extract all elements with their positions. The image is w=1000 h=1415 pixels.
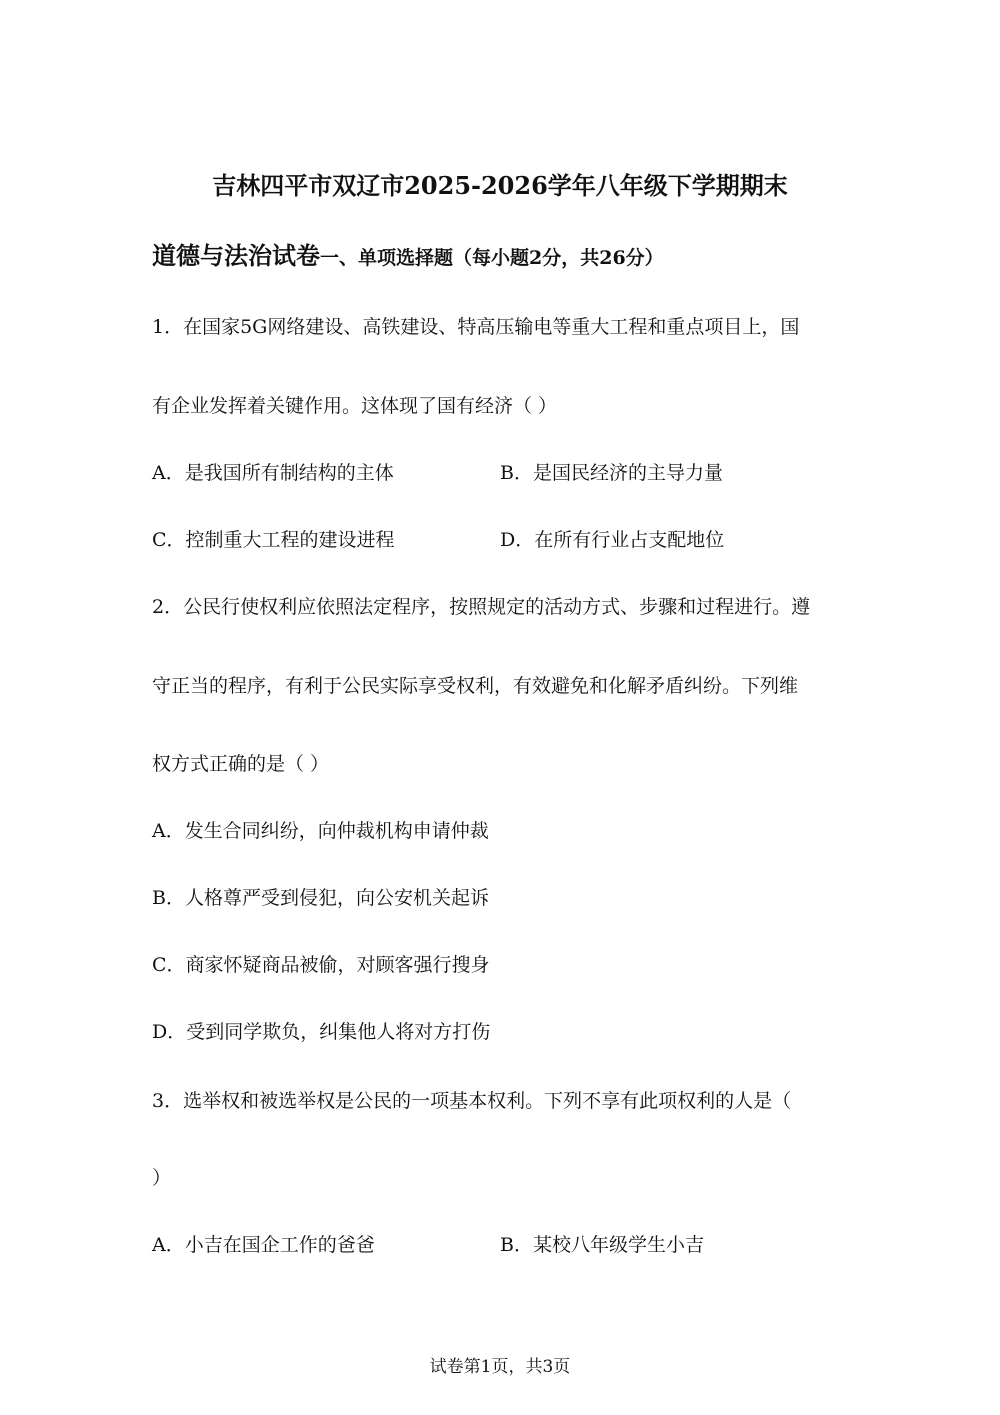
document-title-line1: 吉林四平市双辽市2025-2026学年八年级下学期期末 xyxy=(212,171,788,200)
page-footer: 试卷第1页，共3页 xyxy=(429,1357,571,1377)
question-3-stem-line-1: 3．选举权和被选举权是公民的一项基本权利。下列不享有此项权利的人是（ xyxy=(152,1090,792,1112)
document-subject: 道德与法治试卷 xyxy=(152,241,320,270)
question-3-option-a: A．小吉在国企工作的爸爸 xyxy=(152,1234,375,1256)
question-2-option-c: C．商家怀疑商品被偷，对顾客强行搜身 xyxy=(152,954,490,976)
question-3-option-b: B．某校八年级学生小吉 xyxy=(500,1234,704,1256)
question-1-option-d: D．在所有行业占支配地位 xyxy=(500,529,725,551)
section-heading: 一、单项选择题（每小题2分，共26分） xyxy=(320,247,664,269)
question-2-option-a: A．发生合同纠纷，向仲裁机构申请仲裁 xyxy=(152,820,489,842)
question-1-option-a: A．是我国所有制结构的主体 xyxy=(152,462,394,484)
question-1-stem-line-2: 有企业发挥着关键作用。这体现了国有经济（ ） xyxy=(152,395,558,417)
question-2-stem-line-2: 守正当的程序，有利于公民实际享受权利，有效避免和化解矛盾纠纷。下列维 xyxy=(152,675,799,697)
question-2-option-b: B．人格尊严受到侵犯，向公安机关起诉 xyxy=(152,887,489,909)
question-1-stem-line-1: 1．在国家5G网络建设、高铁建设、特高压输电等重大工程和重点项目上，国 xyxy=(152,316,800,338)
document-title-line2 xyxy=(152,236,664,278)
question-2-option-d: D．受到同学欺负，纠集他人将对方打伤 xyxy=(152,1021,491,1043)
question-1-option-c: C．控制重大工程的建设进程 xyxy=(152,529,395,551)
question-1-option-b: B．是国民经济的主导力量 xyxy=(500,462,723,484)
question-2-stem-line-1: 2．公民行使权利应依照法定程序，按照规定的活动方式、步骤和过程进行。遵 xyxy=(152,596,811,618)
question-3-stem-line-2: ） xyxy=(152,1167,172,1189)
question-2-stem-line-3: 权方式正确的是（ ） xyxy=(152,753,330,775)
